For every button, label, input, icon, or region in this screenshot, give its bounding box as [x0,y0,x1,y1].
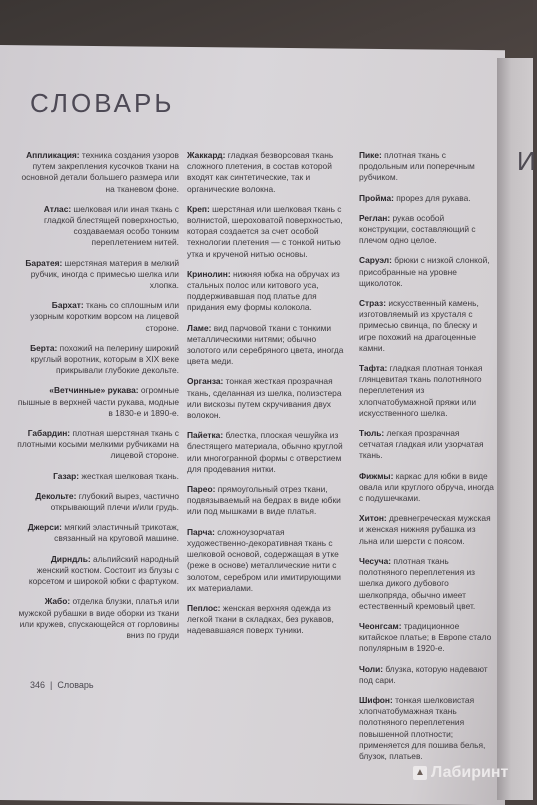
glossary-entry [187,150,347,195]
glossary-entry [359,513,494,547]
glossary-entry [17,258,179,292]
glossary-term: Газар: [53,470,80,481]
glossary-term: Пройма: [359,192,394,203]
glossary-definition: шелковая или иная ткань с гладкой блестящей поверхностью, создаваемая особо тонким переплетением нитей. [44,203,179,248]
glossary-definition: мягкий эластичный трикотаж, связанный на круговой машине. [54,522,179,544]
glossary-term: Реглан: [359,212,391,223]
glossary-definition: жесткая шелковая ткань. [81,470,179,481]
glossary-entry [17,300,179,334]
glossary-definition: плотная ткань с продольным или поперечным рубчиком. [359,150,475,183]
glossary-definition: брюки с низкой слонкой, присобранные на уровне щиколоток. [359,255,490,288]
glossary-term: Бархат: [51,300,84,311]
glossary-entry [187,376,347,421]
glossary-entry [17,204,179,249]
glossary-term: Парео: [187,484,216,495]
watermark-logo-icon: ▲ [413,766,427,780]
glossary-definition: отделка блузки, платья или мужской рубашки в виде оборки из ткани или кружев, спускающейся от горловины вниз по груди [18,596,179,640]
glossary-entry [17,596,179,641]
right-page-heading-letter: И [517,146,537,176]
glossary-entry [187,527,347,594]
glossary-definition: огромные пышные в верхней части рукава, модные в 1830-е и 1890-е. [17,385,179,418]
glossary-term: Жабо: [44,596,71,607]
page-title: СЛОВАРЬ [30,88,175,118]
watermark-text: Лабиринт [431,764,509,781]
glossary-definition: прорез для рукава. [396,192,471,203]
glossary-entry [359,193,494,204]
glossary-column-2 [187,150,347,646]
glossary-definition: блузка, которую надевают под сари. [359,663,488,685]
glossary-definition: блестка, плоская чешуйка из блестящего материала, обычно круглой или многогранной формы с отверстием для продевания нитки. [187,430,343,474]
glossary-term: Тюль: [359,428,385,439]
glossary-term: Тафта: [359,363,388,374]
watermark [413,764,508,782]
glossary-entry [17,385,179,419]
glossary-definition: альпийский народный женский костюм. Состоит из блузы с корсетом и широкой юбки с фартуком. [28,553,179,587]
glossary-definition: каркас для юбки в виде овала или круглого обруча, иногда с подушечками. [359,470,494,504]
glossary-term: Пеплос: [187,602,221,613]
glossary-definition: гладкая безворсовая ткань сложного плетения, в состав которой входят как синтетические, так и органические волокна. [187,150,334,194]
glossary-definition: плотная шерстяная ткань с плотными косыми мелкими рубчиками на лицевой стороне. [17,428,179,461]
glossary-definition: прямоугольный отрез ткани, подвязываемый на бедрах в виде юбки или под мышками в виде платья. [187,484,341,517]
glossary-definition: искусственный камень, изготовляемый из хрусталя с примесью свинца, по блеску и игре похожий на драгоценные камни. [359,298,479,353]
glossary-term: Джерси: [27,522,62,533]
glossary-definition: глубокий вырез, частично открывающий плечи и/или грудь. [50,490,179,513]
glossary-entry [17,491,179,513]
glossary-definition: шерстяная материя в мелкий рубчик, иногда с примесью шелка или хлопка. [30,257,179,291]
glossary-entry [359,428,494,462]
page-footer [30,680,94,690]
glossary-term: Пайетка: [187,430,224,441]
glossary-definition: нижняя юбка на обручах из стальных полос или китового уса, поддерживавшая под платье для придания ему формы колокола. [187,268,340,313]
right-page [497,58,537,800]
glossary-entry [187,323,347,368]
glossary-entry [359,298,494,354]
footer-section: Словарь [57,680,94,690]
glossary-term: Атлас: [43,203,72,214]
glossary-definition: техника создания узоров путем закрепления кусочков ткани на основной детали большего размера или на тканевом фоне. [21,150,179,194]
glossary-definition: вид парчовой ткани с тонкими металлическими нитями; обычно золотого или серебряного цвета, иногда цвета меди. [187,322,344,367]
glossary-entry [359,255,494,289]
glossary-term: Фижмы: [359,470,394,481]
glossary-entry [17,150,179,195]
glossary-term: Чеонгсам: [359,620,402,631]
glossary-term: Берта: [30,342,58,353]
glossary-definition: плотная ткань полотняного переплетения из шелка дикого дубового шелкопряда, обычно имеет естественный кремовый цвет. [359,555,476,611]
glossary-entry [359,150,494,184]
glossary-entry [187,603,347,637]
glossary-entry [187,269,347,314]
glossary-entry [17,428,179,462]
glossary-definition: тонкая жесткая прозрачная ткань, сделанная из шелка, полиэстера или вискозы путем скручивания двух волокон. [187,376,342,421]
footer-separator: | [50,680,53,690]
glossary-term: Баратея: [25,257,63,268]
glossary-column-3 [359,150,494,771]
glossary-term: Органза: [187,376,224,387]
glossary-definition: древнегреческая мужская и женская нижняя рубашка из льна или шерсти с поясом. [359,513,491,546]
glossary-entry [17,471,179,482]
glossary-entry [359,213,494,247]
glossary-term: Кринолин: [187,268,231,279]
glossary-definition: шерстяная или шелковая ткань с волнистой, шероховатой поверхностью, которая создается за счет особой технологии плетения — с тонкой нитью утка и крученой нитью основы. [187,203,343,259]
glossary-definition: ткань со сплошным или узорным коротким ворсом на лицевой стороне. [30,300,179,333]
glossary-entry [17,522,179,544]
glossary-definition: рукав особой конструкции, составляющий с плечом одно целое. [359,212,476,246]
glossary-entry [187,430,347,475]
glossary-definition: традиционное китайское платье; в Европе стало популярным в 1920-е. [359,620,492,654]
glossary-entry [187,484,347,518]
glossary-term: Парча: [187,526,215,537]
glossary-definition: женская верхняя одежда из легкой ткани в складках, без рукавов, надевавшаяся поверх туники. [187,602,334,636]
glossary-column-1 [17,150,179,650]
glossary-term: Шифон: [359,694,393,705]
page-number: 346 [30,680,46,690]
glossary-term: Жаккард: [187,150,226,160]
glossary-term: Чесуча: [359,555,392,566]
glossary-term: «Ветчинные» рукава: [49,385,139,396]
glossary-definition: похожий на пелерину широкий круглый воротник, которым в XIX веке прикрывали глубокие декольте. [30,342,179,376]
glossary-term: Дирндль: [50,553,91,564]
glossary-term: Страз: [359,298,386,309]
glossary-term: Чоли: [359,663,384,674]
glossary-term: Пике: [359,150,382,160]
glossary-term: Хитон: [359,513,387,524]
glossary-entry [359,695,494,762]
glossary-definition: тонкая шелковистая хлопчатобумажная ткань полотняного переплетения повышенной плотности; применяется для пошива белья, блузок, платьев. [359,694,486,761]
glossary-definition: сложноузорчатая художественно-декоративная ткань с шелковой основой, содержащая в утке (реже в основе) металлические нити с золотом, серебром или имитирующими их материалами. [187,526,341,593]
glossary-term: Саруэл: [359,255,392,266]
glossary-entry [17,554,179,588]
glossary-entry [359,621,494,655]
glossary-term: Ламе: [187,322,212,333]
glossary-entry [359,471,494,505]
glossary-definition: гладкая плотная тонкая глянцевитая ткань полотняного переплетения из хлопчатобумажной пряжи или искусственного шелка. [359,363,483,418]
glossary-entry [359,556,494,612]
glossary-term: Декольте: [35,490,77,501]
glossary-entry [187,204,347,260]
glossary-entry [17,343,179,377]
glossary-term: Габардин: [27,428,71,439]
glossary-entry [359,664,494,686]
glossary-term: Креп: [187,203,210,214]
glossary-entry [359,363,494,419]
glossary-term: Аппликация: [26,150,80,160]
glossary-definition: легкая прозрачная сетчатая гладкая или узорчатая ткань. [359,428,484,461]
